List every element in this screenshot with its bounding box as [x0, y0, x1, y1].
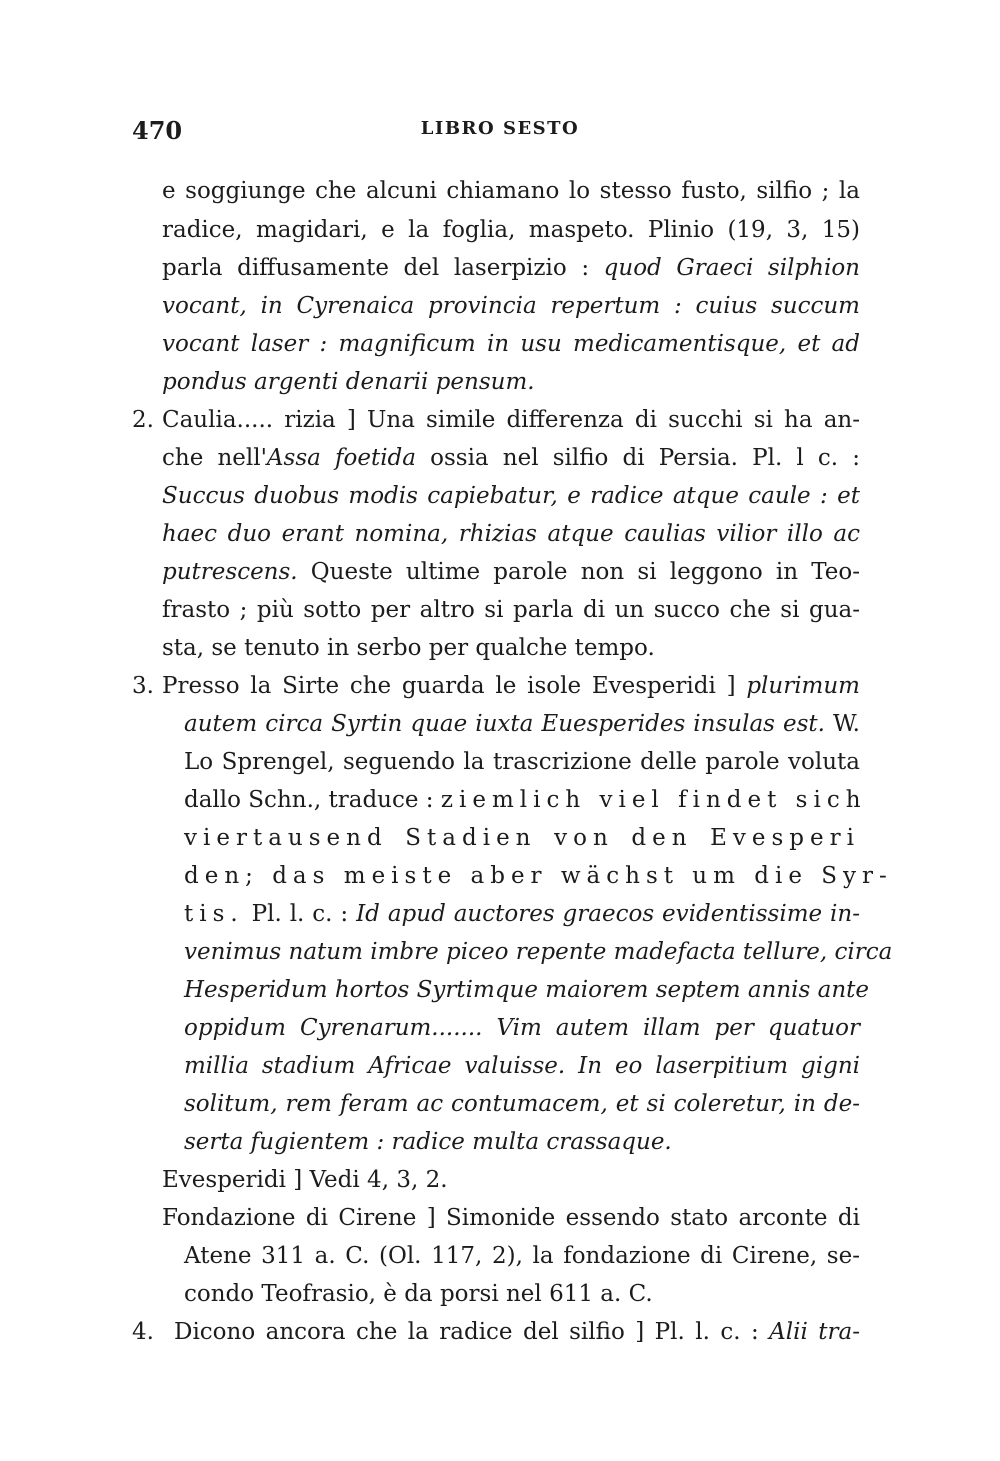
text-line: [184, 709, 860, 739]
text-line: [162, 215, 860, 245]
text-line: [162, 367, 562, 397]
text-segment: radice, magidari, e la foglia, maspeto. Plinio (19, 3, 15): [162, 217, 860, 243]
text-segment: Lo Sprengel, seguendo la trascrizione delle parole voluta: [184, 749, 860, 775]
text-segment: Pl. l. c. :: [243, 901, 357, 927]
text-line: [184, 1241, 860, 1271]
text-line: [184, 823, 860, 853]
italic-text: autem circa Syrtin quae iuxta Euesperides insulas est.: [184, 711, 825, 737]
text-segment: e soggiunge che alcuni chiamano lo stesso fusto, silfio ; la: [162, 178, 860, 204]
text-line: [162, 595, 860, 625]
text-segment: Presso la Sirte che guarda le isole Evesperidi ]: [162, 673, 747, 699]
italic-text: putrescens.: [162, 559, 298, 585]
text-segment: ossia nel silfio di Persia. Pl. l c. :: [415, 445, 860, 471]
text-segment: condo Teofrasio, è da porsi nel 611 a. C.: [184, 1281, 653, 1307]
note-number: 4.: [132, 1319, 154, 1345]
text-segment: dallo Schn., traduce :: [184, 787, 441, 813]
text-line: [184, 899, 860, 929]
note-number: 3.: [132, 673, 154, 699]
italic-text: venimus natum imbre piceo repente madefacta tellure, circa: [184, 939, 893, 965]
italic-text: serta fugientem : radice multa crassaque.: [184, 1129, 672, 1155]
text-line: [162, 519, 860, 549]
text-line: [184, 785, 867, 815]
italic-text: Alii tra-: [769, 1319, 860, 1345]
text-line: [162, 633, 702, 663]
italic-text: plurimum: [746, 673, 860, 699]
text-line: [162, 1203, 860, 1233]
text-line: [162, 671, 860, 701]
text-segment: Evesperidi ] Vedi 4, 3, 2.: [162, 1167, 448, 1193]
text-line: [162, 481, 860, 511]
text-segment: Queste ultime parole non si leggono in Teo-: [297, 559, 860, 585]
text-line: [184, 1013, 860, 1043]
text-line: [184, 1051, 860, 1081]
italic-text: oppidum Cyrenarum....... Vim autem illam per quatuor: [184, 1015, 860, 1041]
spaced-text: tis.: [184, 901, 244, 927]
text-line: [184, 1089, 860, 1119]
spaced-text: den; das meiste aber wächst um die Syr-: [184, 863, 893, 889]
italic-text: Hesperidum hortos Syrtimque maiorem septem annis ante: [184, 977, 870, 1003]
text-segment: Atene 311 a. C. (Ol. 117, 2), la fondazione di Cirene, se-: [184, 1243, 860, 1269]
text-segment: parla diffusamente del laserpizio :: [162, 255, 604, 281]
italic-text: Succus duobus modis capiebatur, e radice atque caule : et: [162, 483, 860, 509]
text-line: [162, 443, 860, 473]
italic-text: pondus argenti denarii pensum.: [162, 369, 535, 395]
italic-text: quod Graeci silphion: [603, 255, 860, 281]
italic-text: vocant, in Cyrenaica provincia repertum : cuius succum: [162, 293, 860, 319]
text-line: [162, 291, 860, 321]
text-line: [184, 1279, 724, 1309]
text-segment: che nell': [162, 445, 267, 471]
text-segment: Fondazione di Cirene ] Simonide essendo stato arconte di: [162, 1205, 860, 1231]
text-line: [162, 253, 860, 283]
italic-text: millia stadium Africae valuisse. In eo laserpitium gigni: [184, 1053, 860, 1079]
text-line: [184, 975, 870, 1005]
text-segment: sta, se tenuto in serbo per qualche tempo.: [162, 635, 655, 661]
text-line: [162, 1165, 562, 1195]
italic-text: solitum, rem feram ac contumacem, et si coleretur, in de-: [184, 1091, 860, 1117]
text-segment: W.: [825, 711, 860, 737]
italic-text: Id apud auctores graecos evidentissime in-: [356, 901, 860, 927]
italic-text: haec duo erant nomina, rhizias atque caulias vilior illo ac: [162, 521, 860, 547]
text-line: [174, 1317, 860, 1347]
text-segment: Dicono ancora che la radice del silfio ] Pl. l. c. :: [174, 1319, 770, 1345]
spaced-text: ziemlich viel findet sich: [440, 787, 867, 813]
page-number: 470: [132, 116, 183, 145]
running-head: LIBRO SESTO: [420, 118, 580, 139]
text-line: [184, 747, 860, 777]
text-segment: Caulia..... rizia ] Una simile differenza di succhi si ha an-: [162, 407, 860, 433]
note-number: 2.: [132, 407, 154, 433]
text-line: [184, 937, 893, 967]
text-segment: frasto ; più sotto per altro si parla di un succo che si gua-: [162, 597, 860, 623]
text-line: [162, 176, 860, 206]
text-line: [162, 329, 860, 359]
italic-text: Assa foetida: [266, 445, 416, 471]
text-line: [184, 1127, 684, 1157]
text-line: [162, 405, 860, 435]
italic-text: vocant laser : magnificum in usu medicamentisque, et ad: [162, 331, 860, 357]
spaced-text: viertausend Stadien von den Evesperi: [184, 825, 860, 851]
text-line: [184, 861, 893, 891]
page-header: [132, 116, 868, 146]
text-line: [162, 557, 860, 587]
